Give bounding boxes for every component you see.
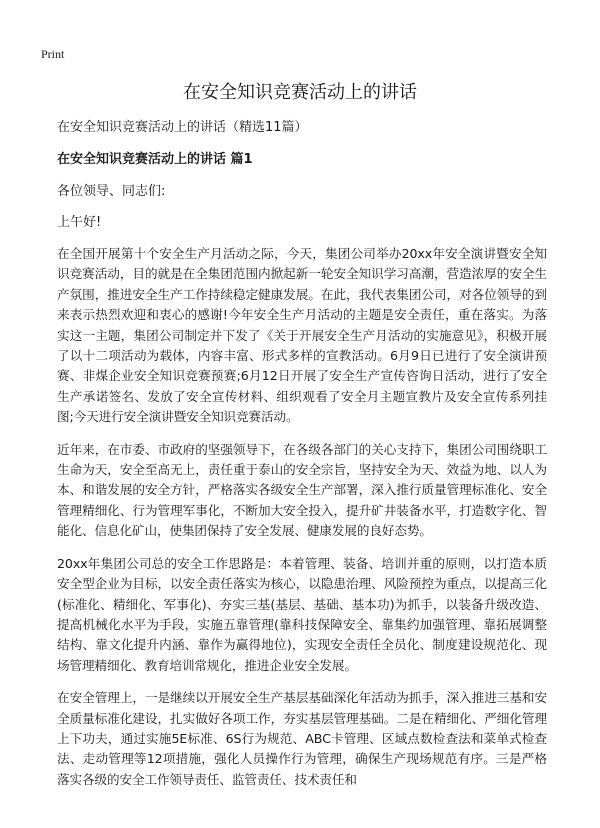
greeting: 各位领导、同志们: [57,184,166,199]
paragraph-2: 近年来，在市委、市政府的坚强领导下，在各级各部门的关心支持下，集团公司围绕职工生命为天，安全至高无上，责任重于泰山的安全宗旨，坚持安全为天、效益为地、以人为本、和谐发展的安全方针，严格落实各级安全生产部署，深入推行质量管理标准化、安全管理精细化、行为管理军事化，不断加大安全投入，提升矿井装备水平，打造数字化、智能化、信息化矿山，使集团保持了安全发展、健康发展的良好态势。 [57,441,547,539]
paragraph-3: 20xx年集团公司总的安全工作思路是：本着管理、装备、培训并重的原则，以打造本质安全型企业为目标，以安全责任落实为核心，以隐患治理、风险预控为重点，以提高三化(标准化、精细化、军事化)、夯实三基(基层、基础、基本功)为抓手，以装备升级改造、提高机械化水平为手段，实施五靠管理(靠科技保障安全、靠集约加强管理、靠拓展调整结构、靠文化提升内涵、靠作为赢得地位)，实现安全责任全员化、制度建设规范化、现场管理精细化、教育培训常规化，推进企业安全发展。 [57,555,547,673]
document-body [57,118,547,802]
section-heading: 在安全知识竞赛活动上的讲话 篇1 [57,152,253,167]
document-subtitle: 在安全知识竞赛活动上的讲话（精选11篇） [57,120,308,135]
document-title: 在安全知识竞赛活动上的讲话 [183,82,417,103]
paragraph-1: 在全国开展第十个安全生产月活动之际，今天，集团公司举办20xx年安全演讲暨安全知识竞赛活动，目的就是在全集团范围内掀起新一轮安全知识学习高潮，营造浓厚的安全生产氛围，推进安全生产工作持续稳定健康发展。在此，我代表集团公司，对各位领导的到来表示热烈欢迎和衷心的感谢!今年安全生产月活动的主题是安全责任，重在落实。为落实这一主题，集团公司制定并下发了《关于开展安全生产月活动的实施意见》，积极开展了以十二项活动为载体，内容丰富、形式多样的宣教活动。6月9日已进行了安全演讲预赛、非煤企业安全知识竞赛预赛;6月12日开展了安全生产宣传咨询日活动，进行了安全生产承诺签名、发放了安全宣传材料、组织观看了安全月主题宣教片及安全宣传系列挂图;今天进行安全演讲暨安全知识竞赛活动。 [57,246,547,425]
paragraph-4: 在安全管理上，一是继续以开展安全生产基层基础深化年活动为抓手，深入推进三基和安全质量标准化建设，扎实做好各项工作，夯实基层管理基础。二是在精细化、严细化管理上下功夫，通过实施5E标准、6S行为规范、ABC卡管理、区域点数检查法和菜单式检查法、走动管理等12项措施，强化人员操作行为管理，确保生产现场规范有序。三是严格落实各级的安全工作领导责任、监管责任、技术责任和 [57,690,547,787]
salutation: 上午好! [57,215,102,230]
print-link[interactable]: Print [41,47,65,61]
